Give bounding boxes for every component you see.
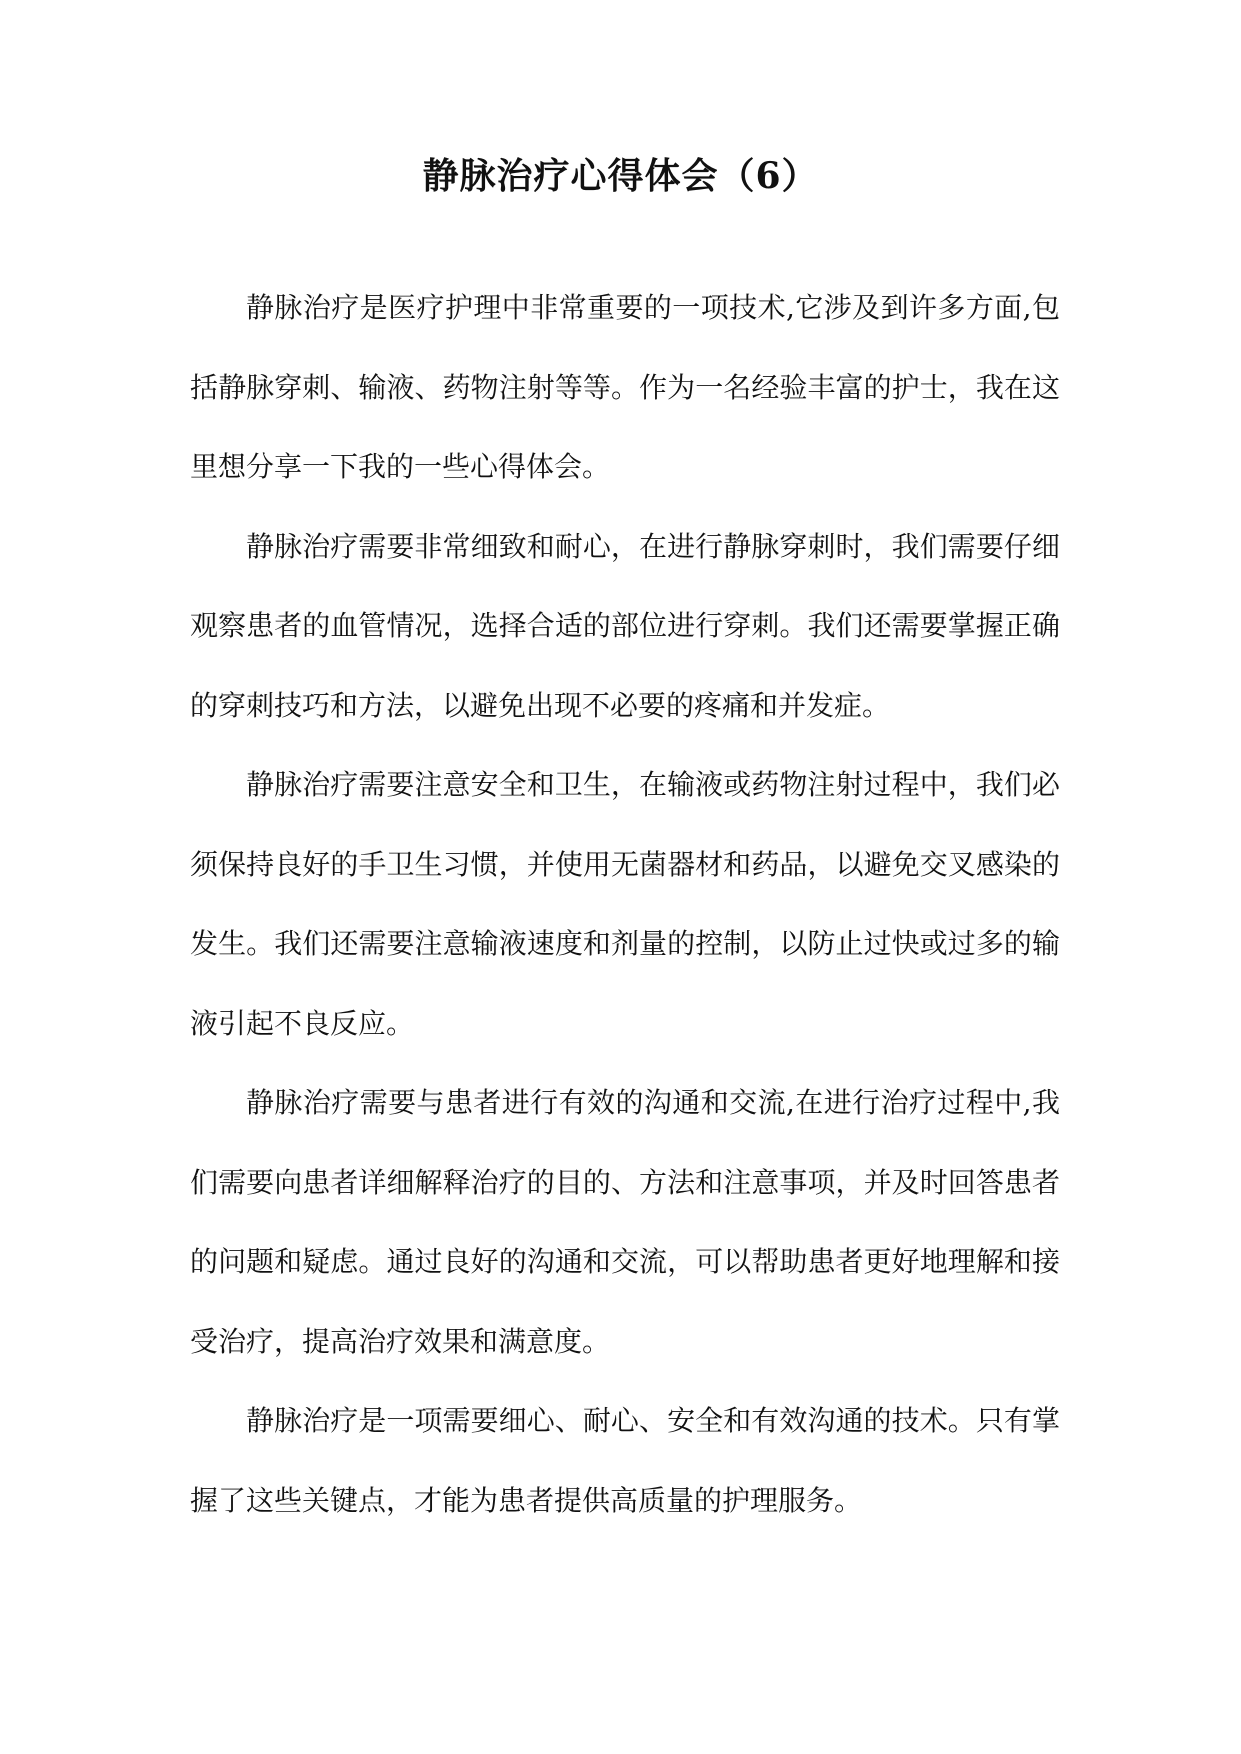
paragraph-2: 静脉治疗需要非常细致和耐心，在进行静脉穿刺时，我们需要仔细观察患者的血管情况，选择合适的部位进行穿刺。我们还需要掌握正确的穿刺技巧和方法，以避免出现不必要的疼痛和并发症。 [190, 529, 1060, 722]
page-title: 静脉治疗心得体会（6） [422, 155, 819, 197]
paragraph-5: 静脉治疗是一项需要细心、耐心、安全和有效沟通的技术。只有掌握了这些关键点，才能为患者提供高质量的护理服务。 [190, 1404, 1060, 1517]
document-body [190, 268, 1060, 1540]
paragraph-4: 静脉治疗需要与患者进行有效的沟通和交流,在进行治疗过程中,我们需要向患者详细解释治疗的目的、方法和注意事项，并及时回答患者的问题和疑虑。通过良好的沟通和交流，可以帮助患者更好地理解和接受治疗，提高治疗效果和满意度。 [190, 1086, 1060, 1358]
paragraph-3: 静脉治疗需要注意安全和卫生，在输液或药物注射过程中，我们必须保持良好的手卫生习惯，并使用无菌器材和药品，以避免交叉感染的发生。我们还需要注意输液速度和剂量的控制，以防止过快或过多的输液引起不良反应。 [190, 768, 1060, 1040]
paragraph-1: 静脉治疗是医疗护理中非常重要的一项技术,它涉及到许多方面,包括静脉穿刺、输液、药物注射等等。作为一名经验丰富的护士，我在这里想分享一下我的一些心得体会。 [190, 291, 1060, 483]
